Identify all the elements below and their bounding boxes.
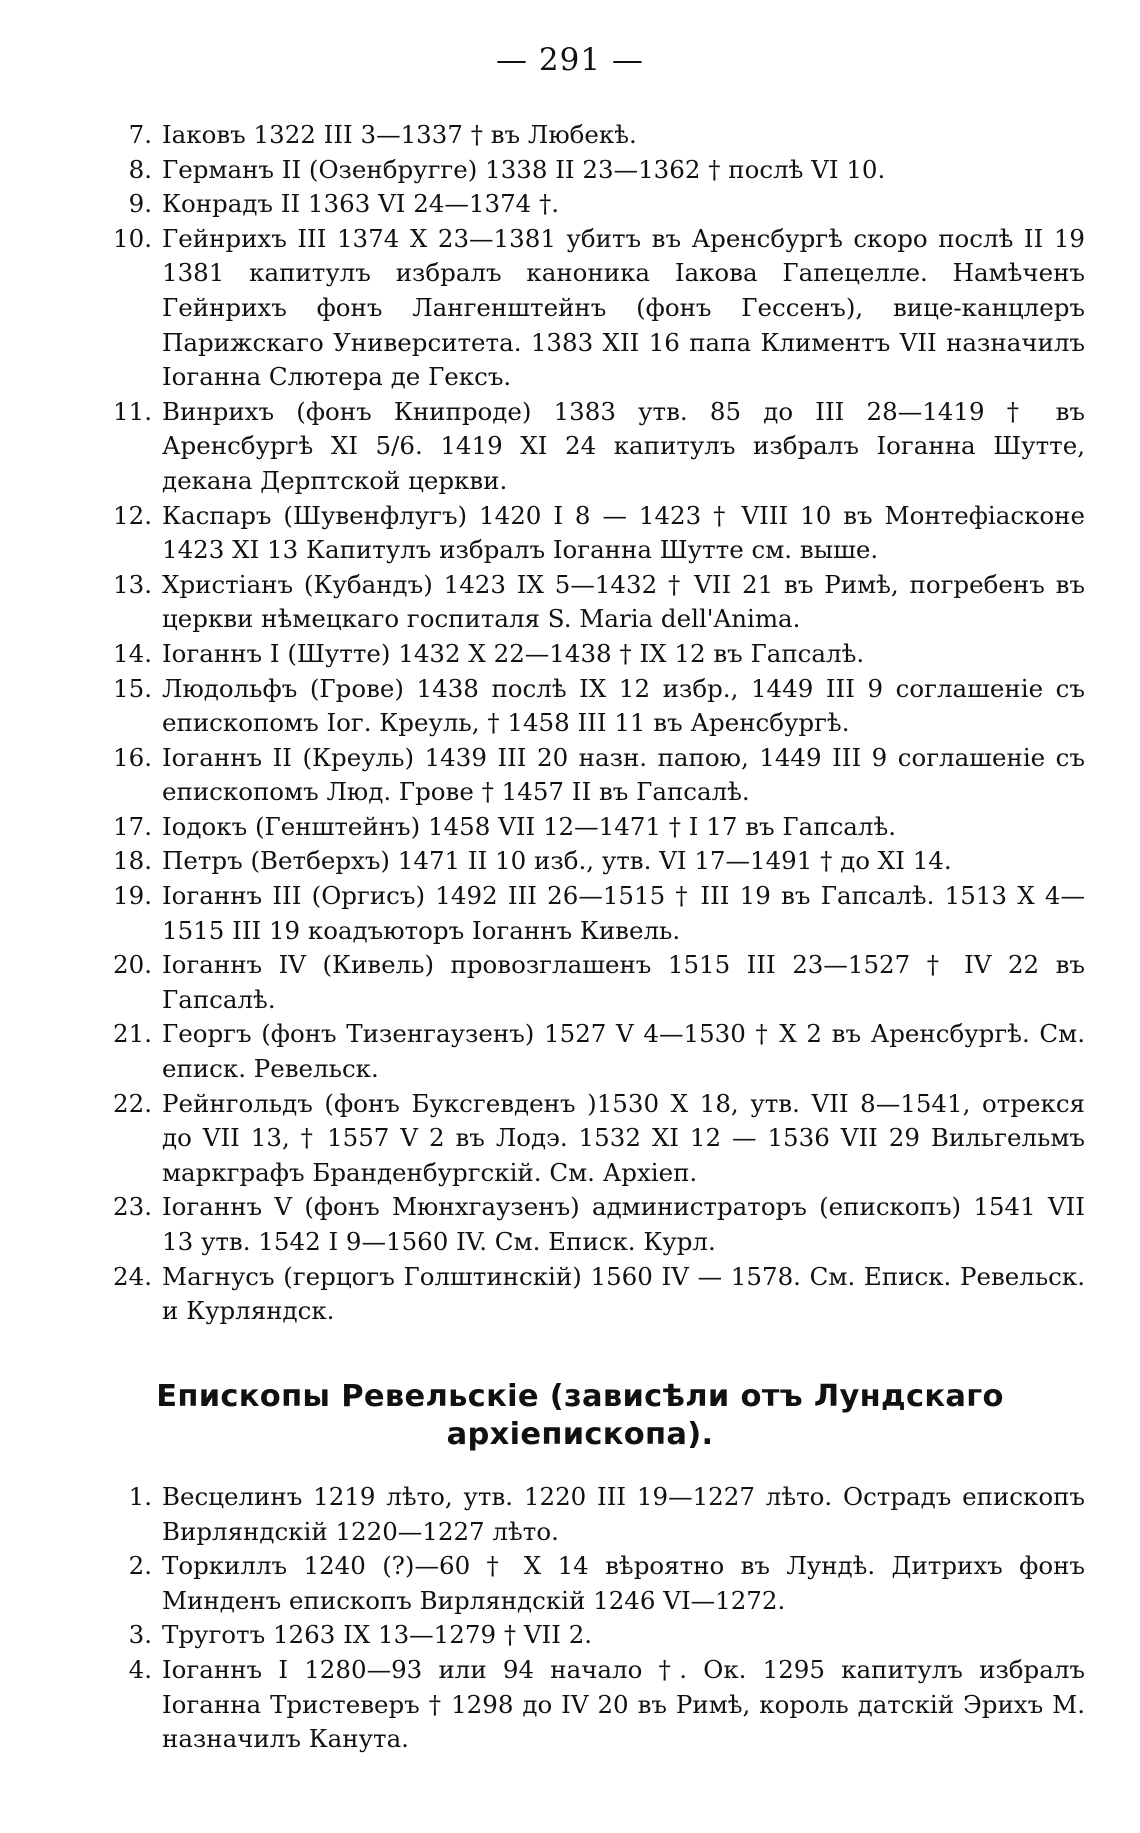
list-item (90, 672, 1085, 741)
list-item (90, 810, 1085, 845)
list-item (90, 1549, 1085, 1618)
item-text: Магнусъ (герцогъ Голштинскій) 1560 IV — 1578. См. Еписк. Ревельск. и Курляндск. (162, 1261, 1085, 1326)
item-number: 23. (113, 1192, 152, 1222)
item-number: 4. (128, 1654, 152, 1684)
reval-bishops-list (90, 1480, 1085, 1757)
list-item (90, 222, 1085, 395)
item-text: Людольфъ (Грове) 1438 послѣ IX 12 избр., 1449 III 9 соглашеніе съ епископомъ Іог. Креуль, † 1458 III 11 въ Аренсбургѣ. (162, 673, 1085, 738)
item-number: 20. (113, 950, 152, 980)
item-number: 18. (113, 846, 152, 876)
item-number: 10. (113, 223, 152, 253)
page-number: — 291 — (496, 42, 644, 78)
section-heading-line: архіепископа). (446, 1417, 714, 1452)
item-text: Гейнрихъ III 1374 X 23—1381 убитъ въ Аренсбургѣ скоро послѣ II 19 1381 капитулъ избралъ каноника Іакова Гапецелле. Намѣченъ Гейнрихъ фонъ Лангенштейнъ (фонъ Гессенъ), вице-канцлеръ Парижскаго Университета. 1383 XII 16 папа Климентъ VII назначилъ Іоганна Слютера де Гексъ. (162, 223, 1085, 392)
item-text: Іоганнъ I (Шутте) 1432 X 22—1438 † IX 12 въ Гапсалѣ. (162, 638, 865, 668)
item-text: Каспаръ (Шувенфлугъ) 1420 I 8 — 1423 † VIII 10 въ Монтефіасконе 1423 XI 13 Капитулъ избралъ Іоганна Шутте см. выше. (162, 500, 1085, 565)
item-text: Іоганнъ V (фонъ Мюнхгаузенъ) администраторъ (епископъ) 1541 VII 13 утв. 1542 I 9—1560 IV. См. Еписк. Курл. (162, 1192, 1085, 1256)
list-item (90, 1260, 1085, 1329)
list-item (90, 1087, 1085, 1191)
item-number: 9. (128, 189, 152, 219)
list-item (90, 118, 1085, 153)
list-item (90, 153, 1085, 188)
item-text: Рейнгольдъ (фонъ Буксгевденъ )1530 X 18, утв. VII 8—1541, отрекся до VII 13, † 1557 V 2 въ Лодэ. 1532 XI 12 — 1536 VII 29 Вильгельмъ маркграфъ Бранденбургскій. См. Архіеп. (162, 1088, 1085, 1187)
list-item (90, 1618, 1085, 1653)
item-text: Винрихъ (фонъ Книпроде) 1383 утв. 85 до III 28—1419 † въ Аренсбургѣ XI 5/6. 1419 XI 24 капитулъ избралъ Іоганна Шутте, декана Дерптской церкви. (162, 396, 1085, 495)
item-text: Христіанъ (Кубандъ) 1423 IX 5—1432 † VII 21 въ Римѣ, погребенъ въ церкви нѣмецкаго госпиталя S. Maria dell'Anima. (162, 569, 1085, 634)
item-number: 21. (113, 1019, 152, 1049)
list-item (90, 1190, 1085, 1259)
item-text: Іодокъ (Генштейнъ) 1458 VII 12—1471 † I 17 въ Гапсалѣ. (162, 811, 897, 841)
list-item (90, 1017, 1085, 1086)
list-item (90, 637, 1085, 672)
item-text: Труготъ 1263 IX 13—1279 † VII 2. (162, 1620, 593, 1650)
item-number: 2. (128, 1551, 152, 1581)
item-text: Іоганнъ I 1280—93 или 94 начало †. Ок. 1295 капитулъ избралъ Іоганна Тристеверъ † 1298 до IV 20 въ Римѣ, король датскій Эрихъ М. назначилъ Канута. (162, 1654, 1085, 1754)
list-item (90, 741, 1085, 810)
item-text: Конрадъ II 1363 VI 24—1374 †. (162, 189, 560, 219)
item-number: 11. (113, 396, 152, 426)
item-text: Іоганнъ IV (Кивель) провозглашенъ 1515 III 23—1527 † IV 22 въ Гапсалѣ. (162, 950, 1085, 1014)
item-text: Іоганнъ III (Оргисъ) 1492 III 26—1515 † III 19 въ Гапсалѣ. 1513 X 4—1515 III 19 коадъюторъ Іоганнъ Кивель. (162, 881, 1085, 945)
item-number: 15. (113, 673, 152, 703)
item-text: Весцелинъ 1219 лѣто, утв. 1220 III 19—1227 лѣто. Острадъ епископъ Вирляндскій 1220—1227 лѣто. (162, 1482, 1085, 1546)
item-text: Іаковъ 1322 III 3—1337 † въ Любекѣ. (162, 120, 637, 149)
item-number: 8. (128, 154, 152, 184)
list-item (90, 568, 1085, 637)
section-heading (80, 1378, 1080, 1454)
list-item (90, 948, 1085, 1017)
list-item (90, 844, 1085, 879)
item-number: 13. (113, 569, 152, 599)
item-number: 3. (128, 1620, 152, 1650)
list-item (90, 1653, 1085, 1757)
bishops-list (90, 118, 1085, 1329)
item-text: Германъ II (Озенбругге) 1338 II 23—1362 † послѣ VI 10. (162, 154, 886, 184)
item-number: 14. (113, 638, 152, 668)
item-number: 16. (113, 742, 152, 772)
section-heading-line: Епископы Ревельскіе (зависѣли отъ Лундскаго (156, 1379, 1004, 1414)
list-item (90, 879, 1085, 948)
list-item (90, 395, 1085, 499)
item-number: 7. (128, 120, 152, 149)
item-number: 12. (113, 500, 152, 530)
item-text: Іоганнъ II (Креуль) 1439 III 20 назн. папою, 1449 III 9 соглашеніе съ епископомъ Люд. Грове † 1457 II въ Гапсалѣ. (162, 742, 1085, 807)
item-text: Торкиллъ 1240 (?)—60 † X 14 вѣроятно въ Лундѣ. Дитрихъ фонъ Минденъ епископъ Вирляндскій 1246 VI—1272. (162, 1551, 1085, 1615)
list-item (90, 187, 1085, 222)
item-text: Петръ (Ветберхъ) 1471 II 10 изб., утв. VI 17—1491 † до XI 14. (162, 846, 952, 876)
item-number: 19. (113, 881, 152, 911)
item-number: 17. (113, 811, 152, 841)
item-text: Георгъ (фонъ Тизенгаузенъ) 1527 V 4—1530 † X 2 въ Аренсбургѣ. См. еписк. Ревельск. (162, 1019, 1085, 1084)
item-number: 1. (128, 1482, 152, 1511)
list-item (90, 1480, 1085, 1549)
list-item (90, 499, 1085, 568)
item-number: 24. (113, 1261, 152, 1291)
item-number: 22. (113, 1088, 152, 1118)
